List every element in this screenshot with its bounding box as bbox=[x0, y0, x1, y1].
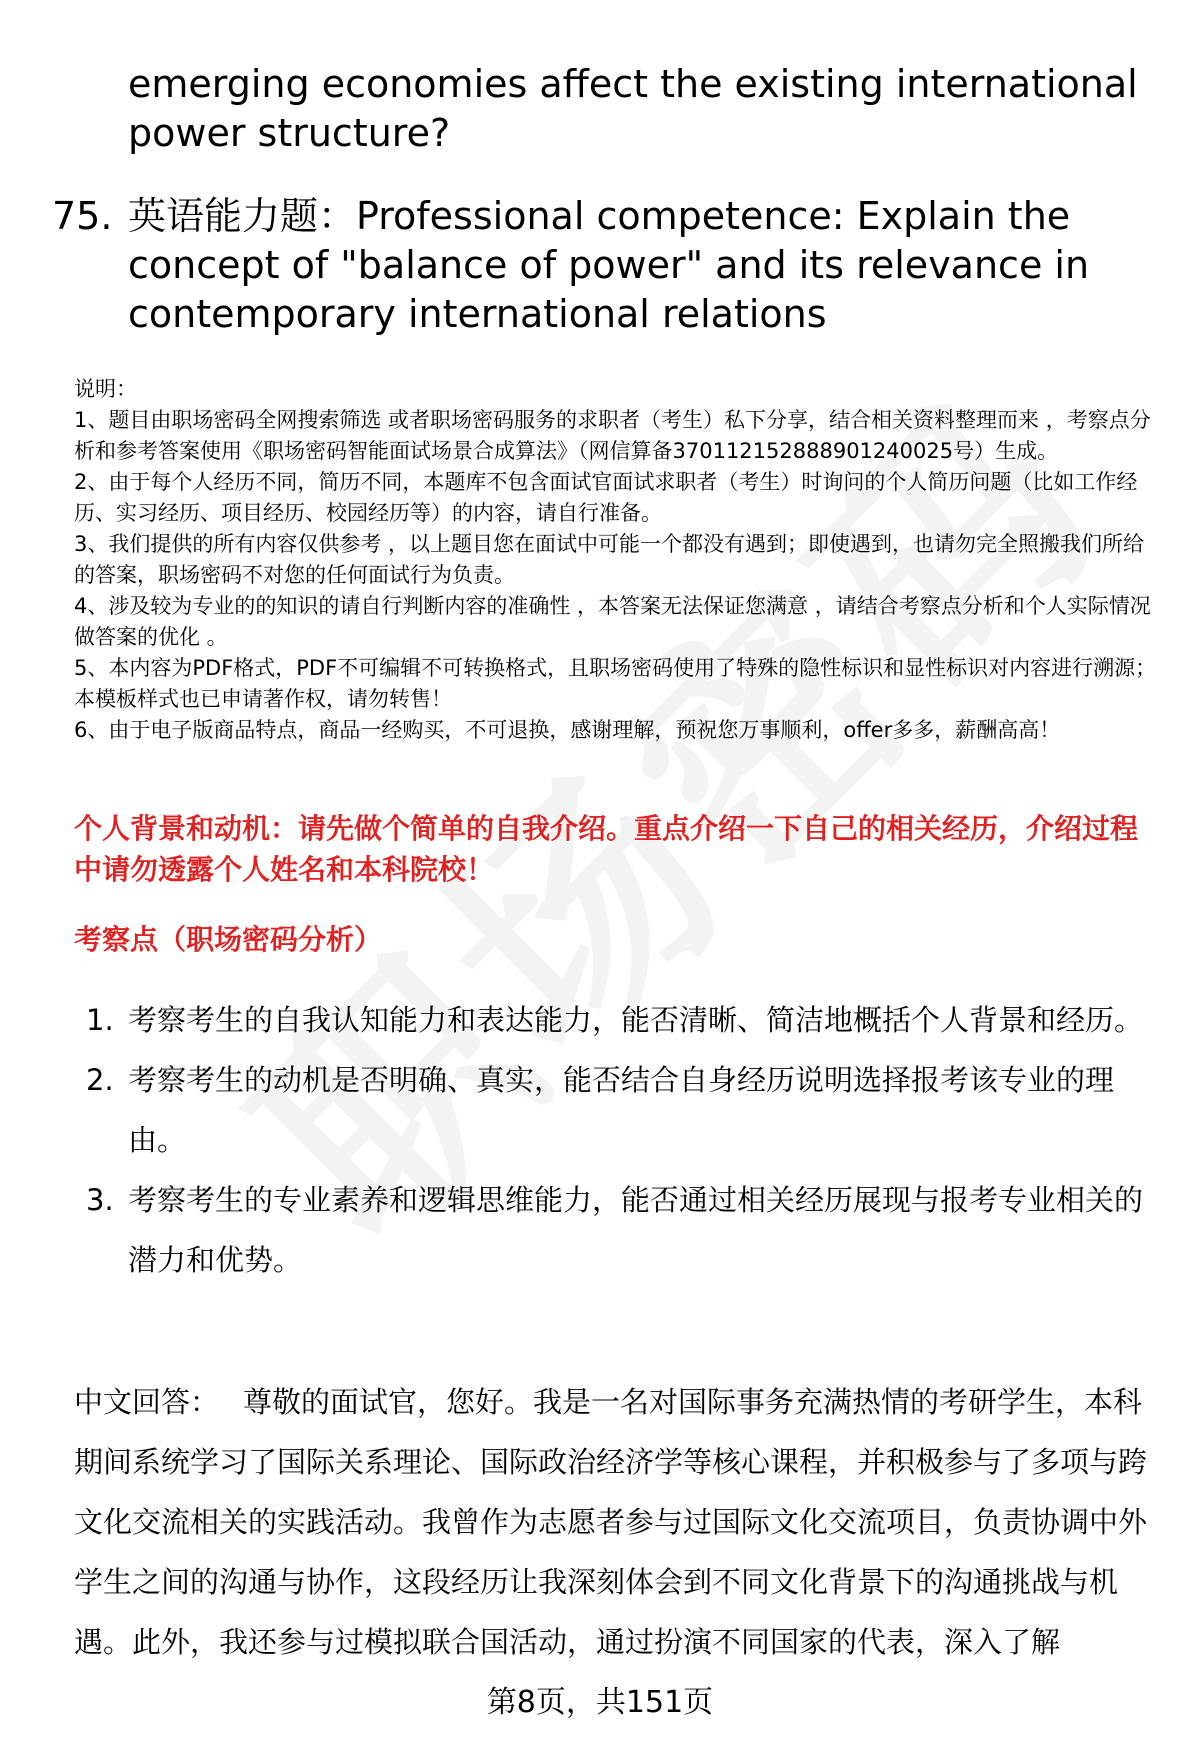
note-item: 5、本内容为PDF格式，PDF不可编辑不可转换格式，且职场密码使用了特殊的隐性标识和显性标识对内容进行溯源；本模板样式也已申请著作权，请勿转售！ bbox=[74, 656, 1157, 711]
question-continuation: emerging economies affect the existing international power structure? bbox=[128, 62, 1138, 155]
notes-section bbox=[74, 374, 1162, 746]
page-footer: 第8页，共151页 bbox=[486, 1685, 714, 1720]
note-item: 2、由于每个人经历不同，简历不同，本题库不包含面试官面试求职者（考生）时询问的个人简历问题（比如工作经历、实习经历、项目经历、校园经历等）的内容，请自行准备。 bbox=[74, 470, 1138, 525]
personal-background-question: 个人背景和动机：请先做个简单的自我介绍。重点介绍一下自己的相关经历，介绍过程中请勿透露个人姓名和本科院校！ bbox=[74, 812, 1139, 886]
point-number: 2. bbox=[86, 1063, 114, 1097]
analysis-title: 考察点（职场密码分析） bbox=[74, 923, 383, 956]
note-item: 6、由于电子版商品特点，商品一经购买，不可退换，感谢理解，预祝您万事顺利，offer多多，薪酬高高！ bbox=[74, 718, 1061, 742]
analysis-points bbox=[74, 990, 1162, 1290]
note-item: 4、涉及较为专业的的知识的请自行判断内容的准确性 ，本答案无法保证您满意 ，请结合考察点分析和个人实际情况做答案的优化 。 bbox=[74, 594, 1151, 649]
analysis-point bbox=[74, 990, 1162, 1050]
point-number: 1. bbox=[86, 1003, 114, 1037]
point-text: 考察考生的动机是否明确、真实，能否结合自身经历说明选择报考该专业的理由。 bbox=[128, 1063, 1115, 1157]
question-text: 英语能力题：Professional competence: Explain the concept of "balance of power" and its relevance in contemporary international relations bbox=[128, 194, 1090, 336]
point-text: 考察考生的专业素养和逻辑思维能力，能否通过相关经历展现与报考专业相关的潜力和优势。 bbox=[128, 1183, 1144, 1277]
chinese-answer bbox=[74, 1372, 1164, 1672]
point-number: 3. bbox=[86, 1183, 114, 1217]
analysis-point bbox=[74, 1170, 1162, 1290]
note-item: 1、题目由职场密码全网搜索筛选 或者职场密码服务的求职者（考生）私下分享，结合相关资料整理而来 ，考察点分析和参考答案使用《职场密码智能面试场景合成算法》（网信算备370112152888901240025号）生成。 bbox=[74, 408, 1151, 463]
question-75 bbox=[52, 192, 1142, 339]
question-number: 75. bbox=[52, 194, 113, 238]
notes-title: 说明： bbox=[74, 377, 137, 401]
answer-label: 中文回答： bbox=[74, 1385, 220, 1419]
answer-text: 尊敬的面试官，您好。我是一名对国际事务充满热情的考研学生，本科期间系统学习了国际关系理论、国际政治经济学等核心课程，并积极参与了多项与跨文化交流相关的实践活动。我曾作为志愿者参与过国际文化交流项目，负责协调中外学生之间的沟通与协作，这段经历让我深刻体会到不同文化背景下的沟通挑战与机遇。此外，我还参与过模拟联合国活动，通过扮演不同国家的代表，深入了解 bbox=[74, 1385, 1148, 1659]
note-item: 3、我们提供的所有内容仅供参考 ，以上题目您在面试中可能一个都没有遇到；即使遇到，也请勿完全照搬我们所给的答案，职场密码不对您的任何面试行为负责。 bbox=[74, 532, 1145, 587]
analysis-point bbox=[74, 1050, 1162, 1170]
point-text: 考察考生的自我认知能力和表达能力，能否清晰、简洁地概括个人背景和经历。 bbox=[128, 1003, 1144, 1037]
